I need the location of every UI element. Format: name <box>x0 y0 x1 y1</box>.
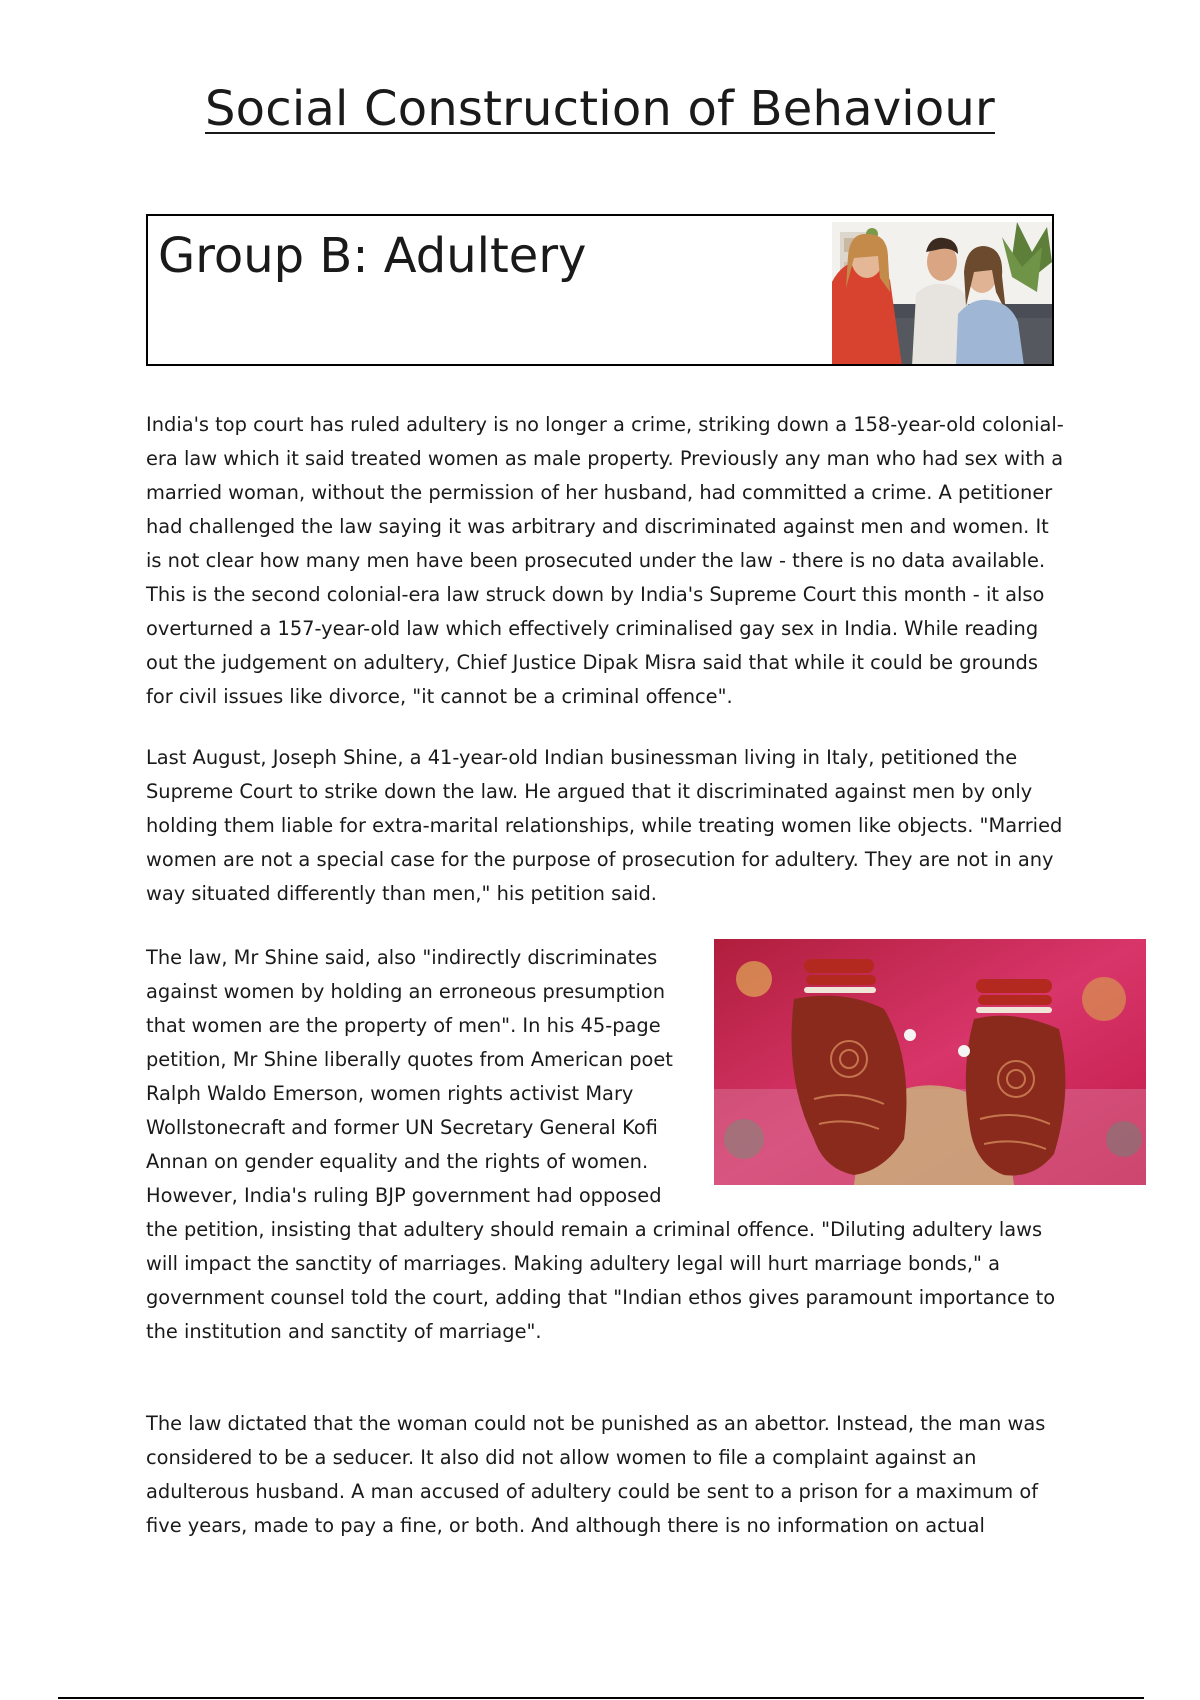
mehndi-hands-photo-icon <box>714 939 1146 1185</box>
paragraph-2: Last August, Joseph Shine, a 41-year-old Indian businessman living in Italy, petitioned the Supreme Court to strike down the law. He argued that it discriminated against men by only holding them liable for extra-marital relationships, while treating women like objects. "Married women are not a special case for the purpose of prosecution for adultery. They are not in any way situated differently than men," his petition said. <box>146 746 1063 905</box>
couple-photo-icon <box>832 222 1052 366</box>
page-title-text: Social Construction of Behaviour <box>205 81 995 137</box>
footer-divider <box>58 1697 1144 1699</box>
group-title: Group B: Adultery <box>158 228 587 284</box>
paragraph-3: The law, Mr Shine said, also "indirectly discriminates against women by holding an erroneous presumption that women are the property of men". In his 45-page petition, Mr Shine liberally quotes from American poet Ralph Waldo Emerson, women rights activist Mary Wollstonecraft and former UN Secretary General Kofi Annan on gender equality and the rights of women. However, India's ruling BJP government had opposed the petition, insisting that adultery should remain a criminal offence. "Diluting adultery laws will impact the sanctity of marriages. Making adultery legal will hurt marriage bonds," a government counsel told the court, adding that "Indian ethos gives paramount importance to the institution and sanctity of marriage". <box>146 946 1056 1343</box>
paragraph-3-block <box>146 941 1066 1349</box>
paragraph-1: India's top court has ruled adultery is no longer a crime, striking down a 158-year-old colonial-era law which it said treated women as male property. Previously any man who had sex with a married woman, without the permission of her husband, had committed a crime. A petitioner had challenged the law saying it was arbitrary and discriminated against men and women. It is not clear how many men have been prosecuted under the law - there is no data available. This is the second colonial-era law struck down by India's Supreme Court this month - it also overturned a 157-year-old law which effectively criminalised gay sex in India. While reading out the judgement on adultery, Chief Justice Dipak Misra said that while it could be grounds for civil issues like divorce, "it cannot be a criminal offence". <box>146 413 1064 708</box>
group-header-box <box>146 214 1054 366</box>
paragraph-4: The law dictated that the woman could not be punished as an abettor. Instead, the man was considered to be a seducer. It also did not allow women to file a complaint against an adulterous husband. A man accused of adultery could be sent to a prison for a maximum of five years, made to pay a fine, or both. And although there is no information on actual <box>146 1412 1046 1537</box>
page-title <box>0 78 1200 140</box>
